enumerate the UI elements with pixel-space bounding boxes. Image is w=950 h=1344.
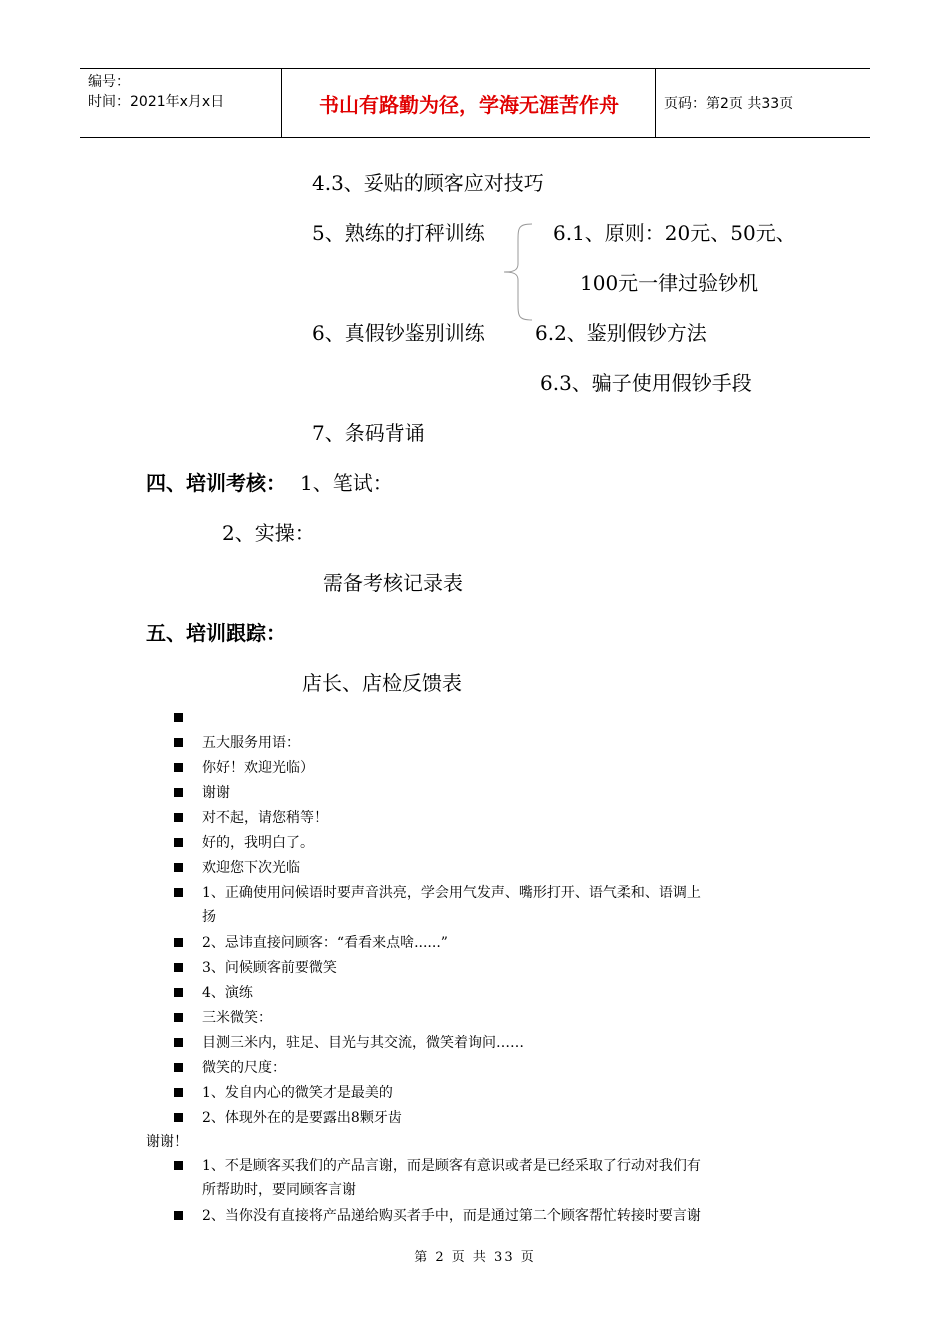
list-item-text: 3、问候顾客前要微笑 (202, 960, 337, 976)
section-4-item-1: 1、笔试： (300, 471, 393, 495)
section-5-heading: 五、培训跟踪： (146, 621, 286, 645)
list-item-text: 对不起，请您稍等！ (202, 810, 328, 826)
list-item-text: 4、演练 (202, 985, 253, 1001)
list-item-text-continued: 扬 (202, 909, 216, 925)
list-item-text: 1、不是顾客买我们的产品言谢，而是顾客有意识或者是已经采取了行动对我们有 (202, 1158, 701, 1174)
item-6-1-cont: 100元一律过验钞机 (580, 271, 759, 295)
bullet-square-icon (174, 888, 183, 897)
list-item-text: 2、当你没有直接将产品递给购买者手中，而是通过第二个顾客帮忙转接时要言谢 (202, 1208, 701, 1224)
bullet-square-icon (174, 763, 183, 772)
number-label: 编号： (88, 74, 130, 90)
page-header (80, 68, 870, 138)
item-5: 5、熟练的打秤训练 (312, 221, 485, 245)
thanks-line: 谢谢！ (146, 1134, 188, 1150)
item-6-1: 6.1、原则：20元、50元、 (553, 221, 796, 245)
list-item-text: 目测三米内，驻足、目光与其交流，微笑着询问…… (202, 1035, 524, 1051)
bullet-square-icon (174, 963, 183, 972)
bullet-square-icon (174, 1063, 183, 1072)
list-item-text: 微笑的尺度： (202, 1060, 286, 1076)
list-item-text: 2、忌讳直接问顾客：“看看来点啥......” (202, 935, 448, 951)
list-item-text: 谢谢 (202, 785, 230, 801)
list-item-text-continued: 所帮助时，要同顾客言谢 (202, 1182, 356, 1198)
bullet-square-icon (174, 1113, 183, 1122)
bullet-square-icon (174, 1161, 183, 1170)
item-7: 7、条码背诵 (312, 421, 425, 445)
list-item-text: 1、发自内心的微笑才是最美的 (202, 1085, 393, 1101)
list-item-text: 1、正确使用问候语时要声音洪亮，学会用气发声、嘴形打开、语气柔和、语调上 (202, 885, 701, 901)
bullet-square-icon (174, 1038, 183, 1047)
section-4-item-2: 2、实操： (222, 521, 315, 545)
list-item-text: 三米微笑： (202, 1010, 272, 1026)
bullet-square-icon (174, 738, 183, 747)
header-page-info: 页码：第2页 共33页 (664, 96, 794, 112)
item-4-3: 4.3、妥贴的顾客应对技巧 (312, 171, 544, 195)
bullet-square-icon (174, 988, 183, 997)
item-6-2: 6.2、鉴别假钞方法 (535, 321, 707, 345)
bullet-square-icon (174, 838, 183, 847)
page-footer: 第 2 页 共 33 页 (414, 1250, 536, 1265)
item-6-3: 6.3、骗子使用假钞手段 (540, 371, 752, 395)
bullet-square-icon (174, 1211, 183, 1220)
bullet-square-icon (174, 713, 183, 722)
list-item-text: 2、体现外在的是要露出8颗牙齿 (202, 1110, 402, 1126)
bullet-square-icon (174, 1013, 183, 1022)
bullet-square-icon (174, 938, 183, 947)
list-item-text: 好的，我明白了。 (202, 835, 314, 851)
list-item-text: 你好！欢迎光临） (202, 760, 314, 776)
list-item-text: 五大服务用语： (202, 735, 300, 751)
header-meta (88, 72, 224, 112)
header-motto: 书山有路勤为径，学海无涯苦作舟 (319, 92, 619, 117)
bullet-square-icon (174, 788, 183, 797)
list-item-text: 欢迎您下次光临 (202, 860, 300, 876)
bullet-square-icon (174, 863, 183, 872)
section-4-heading: 四、培训考核： (146, 471, 286, 495)
time-label: 时间：2021年x月x日 (88, 94, 225, 110)
bullet-square-icon (174, 813, 183, 822)
bullet-square-icon (174, 1088, 183, 1097)
section-5-note: 店长、店检反馈表 (302, 671, 462, 695)
section-4-note: 需备考核记录表 (323, 571, 463, 595)
item-6: 6、真假钞鉴别训练 (312, 321, 485, 345)
brace-icon (500, 222, 540, 322)
